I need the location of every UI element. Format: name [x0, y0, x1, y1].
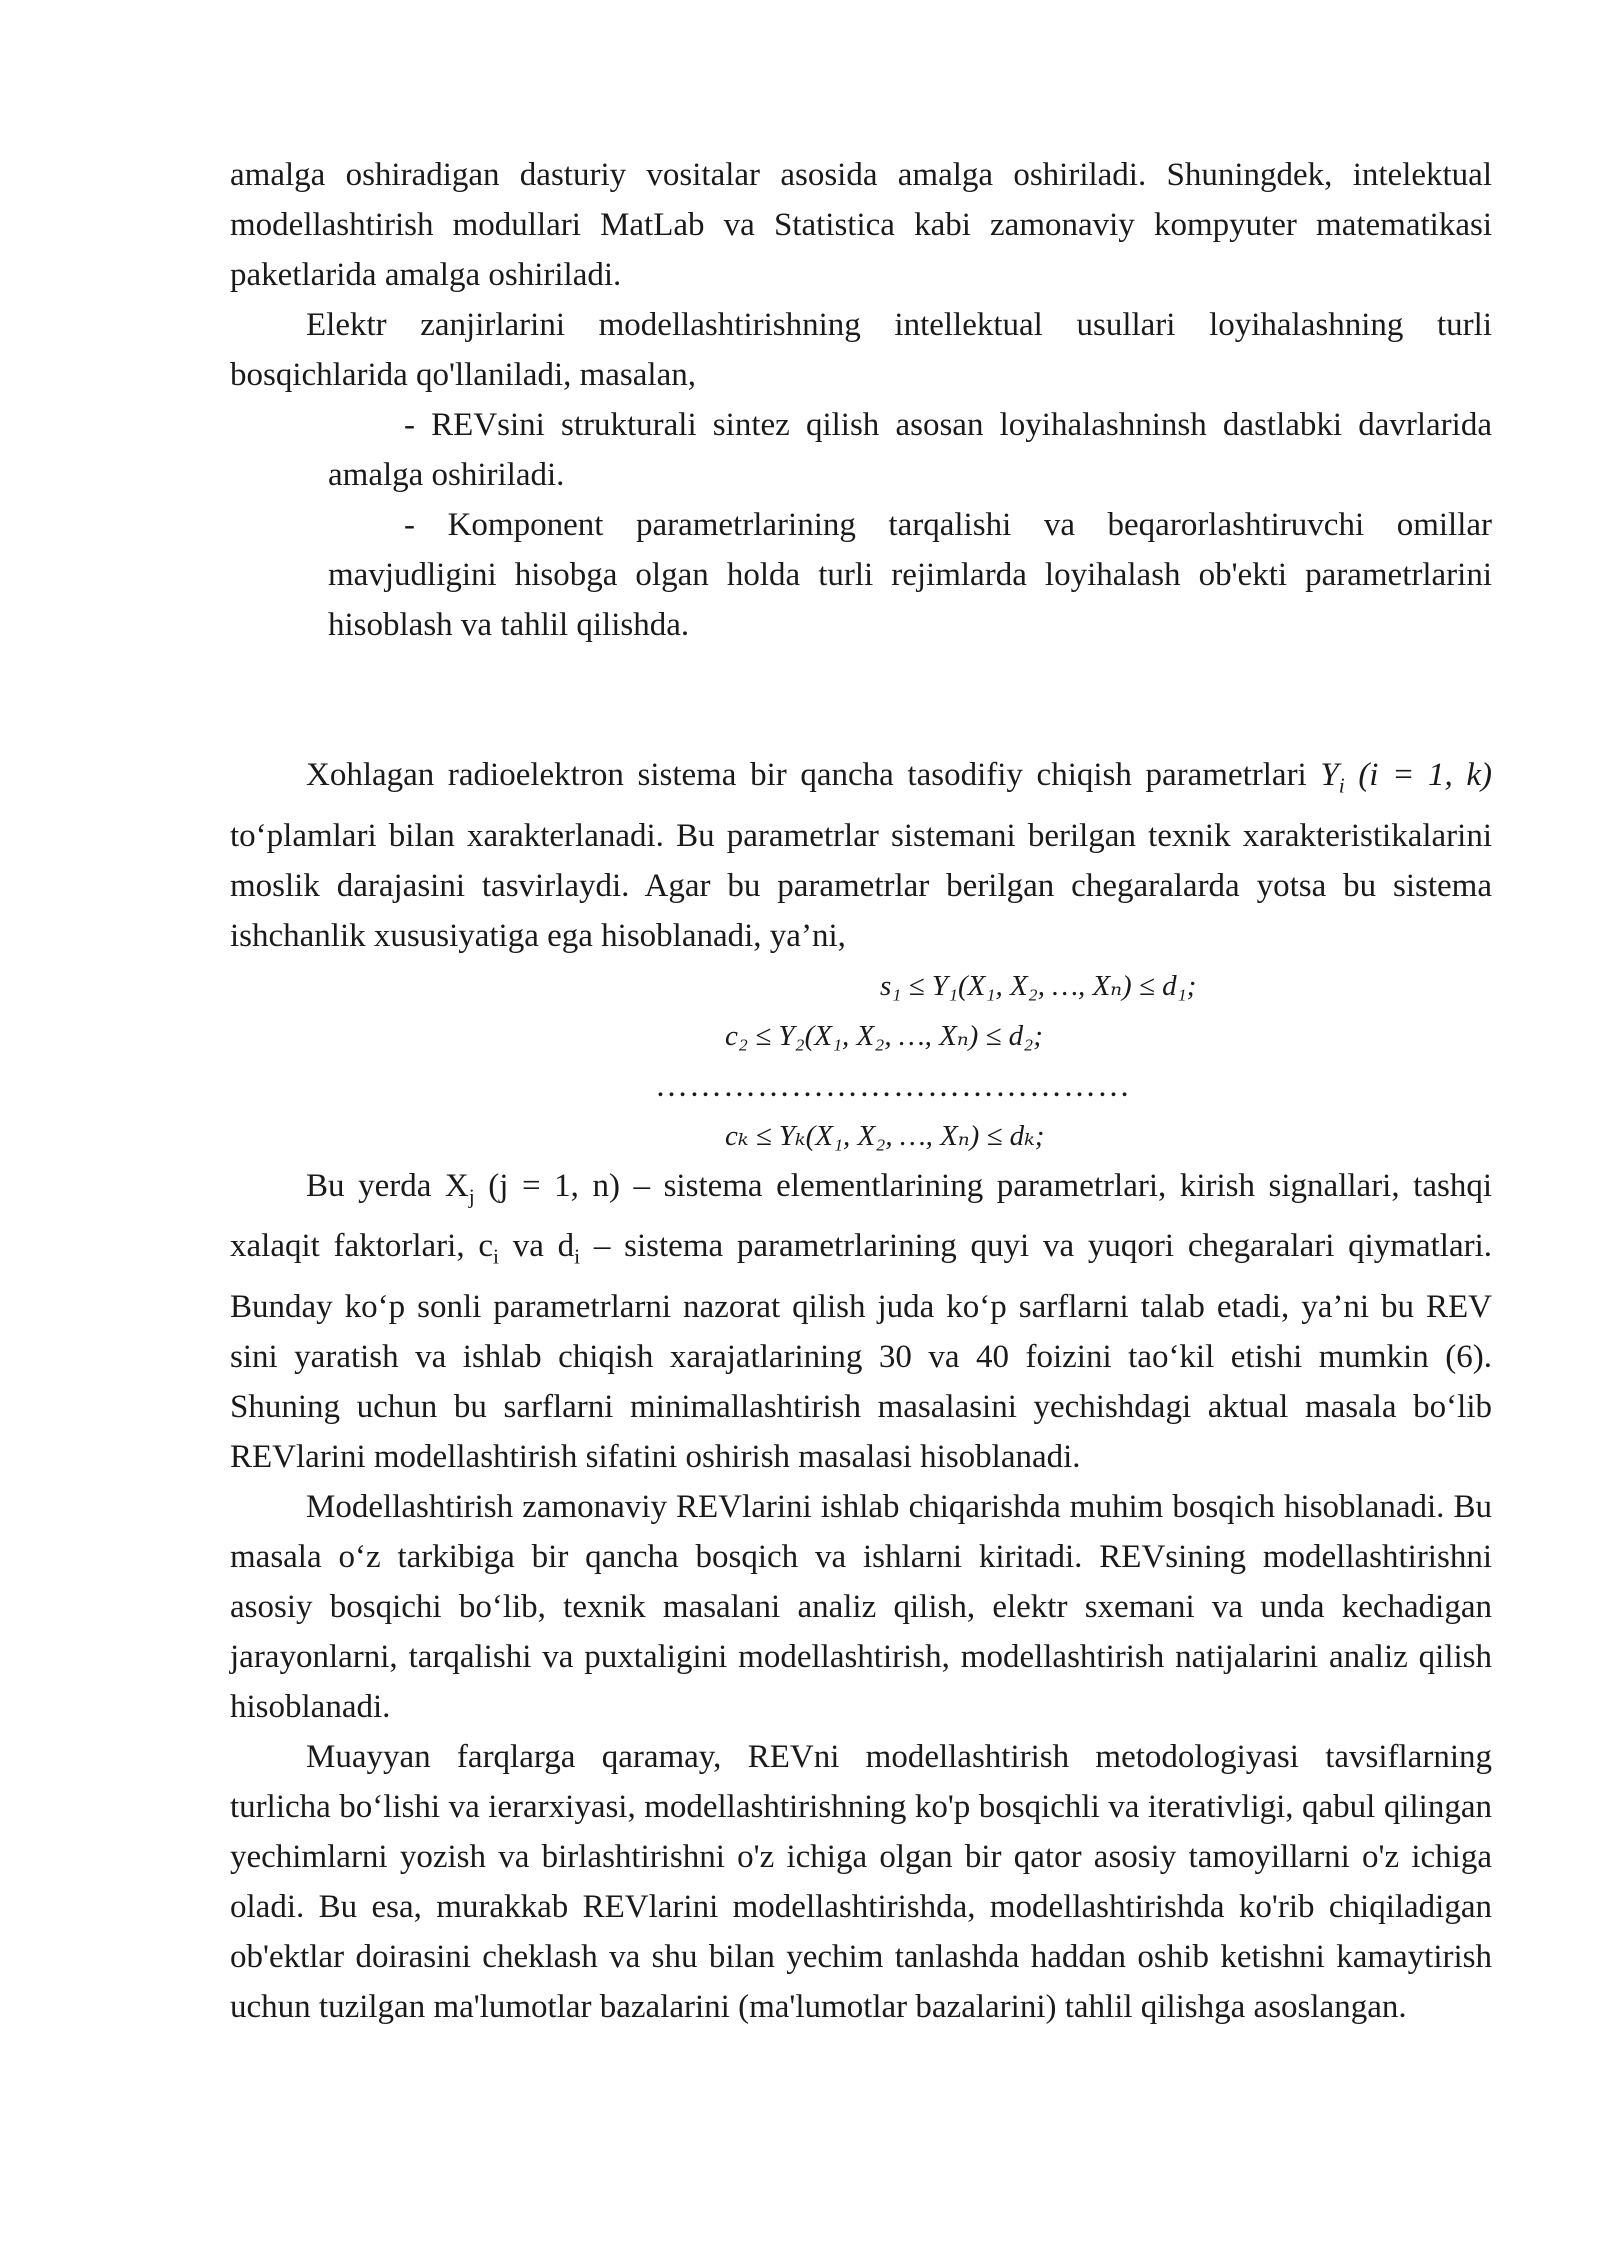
list-item-2: - Komponent parametrlarining tarqalishi va beqarorlashtiruvchi omillar mavjudligini hisobga olgan holda turli rejimlarda loyihalash ob'ekti parametrlarini hisoblash va tahlil qilishda.	[328, 507, 1492, 643]
formula-row-1	[230, 961, 1492, 1011]
paragraph-2: Elektr zanjirlarini modellashtirishning intellektual usullari loyihalashning turli bosqichlarida qo'llaniladi, masalan,	[230, 307, 1492, 393]
formula-row-2	[230, 1011, 1492, 1061]
paragraph-3: Xohlagan radioelektron sistema bir qancha tasodifiy chiqish parametrlari $Y_i$ (i = 1, k) to‘plamlari bilan xarakterlanadi. Bu parametrlar sistemani berilgan texnik xarakteristikalarini moslik darajasini tasvirlaydi. Agar bu parametrlar berilgan chegaralarda yotsa bu sistema ishchanlik xususiyatiga ega hisoblanadi, ya’ni,	[230, 757, 1493, 954]
paragraph-4: Bu yerda $X_j$ (j = 1, n) – sistema elementlarining parametrlari, kirish signallari, tashqi xalaqit faktorlari, $c_i$ va $d_i$ – sistema parametrlarining quyi va yuqori chegaralari qiymatlari. Bunday ko‘p sonli parametrlarni nazorat qilish juda ko‘p sarflarni talab etadi, ya’ni bu REV sini yaratish va ishlab chiqish xarajatlarining 30 va 40 foizini tao‘kil etishi mumkin (6). Shuning uchun bu sarflarni minimallashtirish masalasini yechishdagi aktual masala bo‘lib REVlarini modellashtirish sifatini oshirish masalasi hisoblanadi.	[230, 1167, 1493, 1475]
paragraph-5: Modellashtirish zamonaviy REVlarini ishlab chiqarishda muhim bosqich hisoblanadi. Bu masala o‘z tarkibiga bir qancha bosqich va ishlarni kiritadi. REVsining modellashtirishni asosiy bosqichi bo‘lib, texnik masalani analiz qilish, elektr sxemani va unda kechadigan jarayonlarni, tarqalishi va puxtaligini modellashtirish, modellashtirish natijalarini analiz qilish hisoblanadi.	[230, 1488, 1492, 1725]
paragraph-1: amalga oshiradigan dasturiy vositalar asosida amalga oshiriladi. Shuningdek, intelektual modellashtirish modullari MatLab va Statistica kabi zamonaviy kompyuter matematikasi paketlarida amalga oshiriladi.	[230, 157, 1492, 293]
list-item-1: - REVsini strukturali sintez qilish asosan loyihalashninsh dastlabki davrlarida amalga oshiriladi.	[328, 407, 1492, 493]
formula-1: s₁ ≤ Y₁(X₁, X₂, …, Xₙ) ≤ d₁;	[880, 969, 1197, 1002]
variable-y: Y	[1320, 757, 1339, 793]
index-range: (i = 1, k)	[1344, 757, 1493, 793]
formula-ellipsis: ……………………………………	[655, 1067, 1131, 1104]
formula-ellipsis-row	[230, 1061, 1492, 1111]
formula-2: c₂ ≤ Y₂(X₁, X₂, …, Xₙ) ≤ d₂;	[725, 1019, 1043, 1052]
formula-3: cₖ ≤ Yₖ(X₁, X₂, …, Xₙ) ≤ dₖ;	[725, 1119, 1045, 1152]
formula-row-3	[230, 1111, 1492, 1161]
document-page	[230, 150, 1492, 2032]
paragraph-6: Muayyan farqlarga qaramay, REVni modellashtirish metodologiyasi tavsiflarning turlicha bo‘lishi va ierarxiyasi, modellashtirishning ko'p bosqichli va iterativligi, qabul qilingan yechimlarni yozish va birlashtirishni o'z ichiga olgan bir qator asosiy tamoyillarni o'z ichiga oladi. Bu esa, murakkab REVlarini modellashtirishda, modellashtirishda ko'rib chiqiladigan ob'ektlar doirasini cheklash va shu bilan yechim tanlashda haddan oshib ketishni kamaytirish uchun tuzilgan ma'lumotlar bazalarini (ma'lumotlar bazalarini) tahlil qilishga asoslangan.	[230, 1738, 1492, 2025]
section-gap	[230, 650, 1492, 750]
